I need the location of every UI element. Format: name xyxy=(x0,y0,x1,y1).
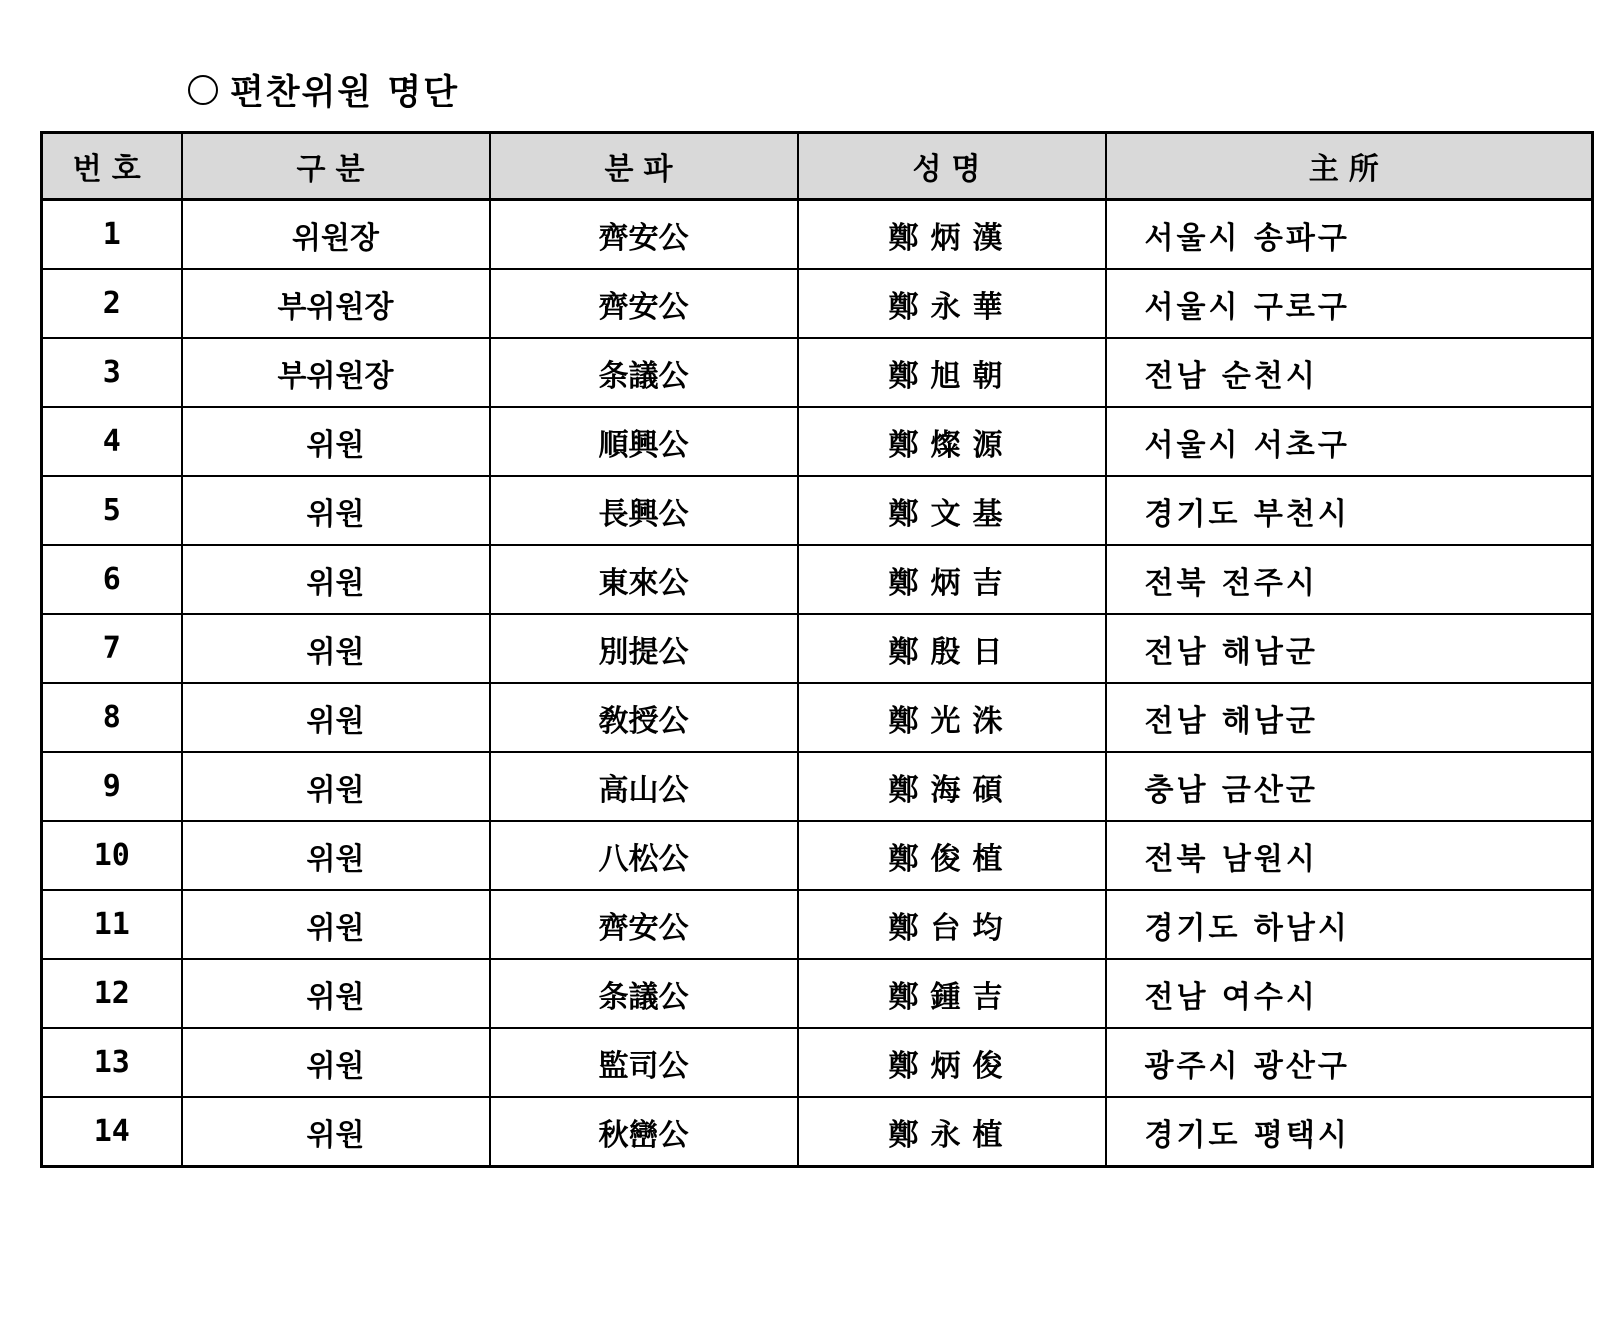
cell-branch: 高山公 xyxy=(490,752,798,821)
cell-address: 전북 전주시 xyxy=(1106,545,1593,614)
cell-name: 鄭台均 xyxy=(798,890,1106,959)
cell-category: 위원 xyxy=(182,1028,490,1097)
cell-number: 10 xyxy=(42,821,182,890)
committee-roster-table xyxy=(40,131,1594,1168)
cell-branch: 条議公 xyxy=(490,959,798,1028)
header-category: 구분 xyxy=(182,133,490,200)
cell-category: 위원 xyxy=(182,890,490,959)
cell-number: 5 xyxy=(42,476,182,545)
cell-category: 위원 xyxy=(182,476,490,545)
page-title: 편찬위원 명단 xyxy=(230,72,460,113)
cell-category: 위원 xyxy=(182,683,490,752)
cell-category: 부위원장 xyxy=(182,338,490,407)
cell-number: 2 xyxy=(42,269,182,338)
cell-name: 鄭炳漢 xyxy=(798,200,1106,270)
cell-category: 위원 xyxy=(182,1097,490,1167)
cell-branch: 条議公 xyxy=(490,338,798,407)
cell-address: 서울시 서초구 xyxy=(1106,407,1593,476)
cell-address: 전남 해남군 xyxy=(1106,683,1593,752)
cell-name: 鄭文基 xyxy=(798,476,1106,545)
cell-address: 전남 순천시 xyxy=(1106,338,1593,407)
cell-address: 광주시 광산구 xyxy=(1106,1028,1593,1097)
table-row xyxy=(42,890,1593,959)
cell-category: 위원 xyxy=(182,752,490,821)
page-heading xyxy=(188,66,459,114)
cell-number: 9 xyxy=(42,752,182,821)
cell-category: 위원 xyxy=(182,821,490,890)
cell-address: 전남 해남군 xyxy=(1106,614,1593,683)
cell-name: 鄭永植 xyxy=(798,1097,1106,1167)
cell-branch: 秋巒公 xyxy=(490,1097,798,1167)
cell-number: 6 xyxy=(42,545,182,614)
header-branch: 분파 xyxy=(490,133,798,200)
table-row xyxy=(42,200,1593,270)
cell-address: 경기도 평택시 xyxy=(1106,1097,1593,1167)
table-row xyxy=(42,1097,1593,1167)
table-row xyxy=(42,959,1593,1028)
cell-name: 鄭俊植 xyxy=(798,821,1106,890)
cell-branch: 順興公 xyxy=(490,407,798,476)
cell-branch: 齊安公 xyxy=(490,890,798,959)
table-row xyxy=(42,476,1593,545)
table-row xyxy=(42,338,1593,407)
cell-address: 서울시 송파구 xyxy=(1106,200,1593,270)
cell-name: 鄭殷日 xyxy=(798,614,1106,683)
cell-name: 鄭炳吉 xyxy=(798,545,1106,614)
cell-name: 鄭炳俊 xyxy=(798,1028,1106,1097)
cell-branch: 八松公 xyxy=(490,821,798,890)
cell-branch: 東來公 xyxy=(490,545,798,614)
cell-number: 8 xyxy=(42,683,182,752)
cell-number: 3 xyxy=(42,338,182,407)
cell-number: 4 xyxy=(42,407,182,476)
cell-branch: 別提公 xyxy=(490,614,798,683)
table-row xyxy=(42,1028,1593,1097)
table-row xyxy=(42,407,1593,476)
cell-category: 위원 xyxy=(182,614,490,683)
header-row xyxy=(42,133,1593,200)
table-row xyxy=(42,821,1593,890)
cell-number: 14 xyxy=(42,1097,182,1167)
cell-address: 전북 남원시 xyxy=(1106,821,1593,890)
cell-address: 경기도 부천시 xyxy=(1106,476,1593,545)
cell-number: 13 xyxy=(42,1028,182,1097)
cell-branch: 齊安公 xyxy=(490,269,798,338)
cell-branch: 齊安公 xyxy=(490,200,798,270)
cell-number: 12 xyxy=(42,959,182,1028)
cell-name: 鄭海碩 xyxy=(798,752,1106,821)
cell-branch: 監司公 xyxy=(490,1028,798,1097)
table-row xyxy=(42,683,1593,752)
table-row xyxy=(42,269,1593,338)
table-row xyxy=(42,614,1593,683)
cell-category: 위원 xyxy=(182,545,490,614)
cell-number: 11 xyxy=(42,890,182,959)
cell-number: 7 xyxy=(42,614,182,683)
cell-name: 鄭永華 xyxy=(798,269,1106,338)
cell-name: 鄭旭朝 xyxy=(798,338,1106,407)
cell-name: 鄭燦源 xyxy=(798,407,1106,476)
cell-name: 鄭鍾吉 xyxy=(798,959,1106,1028)
header-name: 성명 xyxy=(798,133,1106,200)
cell-number: 1 xyxy=(42,200,182,270)
table-row xyxy=(42,752,1593,821)
cell-category: 위원 xyxy=(182,407,490,476)
header-number: 번호 xyxy=(42,133,182,200)
cell-name: 鄭光洙 xyxy=(798,683,1106,752)
header-address: 主所 xyxy=(1106,133,1593,200)
cell-address: 충남 금산군 xyxy=(1106,752,1593,821)
cell-address: 전남 여수시 xyxy=(1106,959,1593,1028)
cell-branch: 長興公 xyxy=(490,476,798,545)
cell-category: 위원 xyxy=(182,959,490,1028)
circle-bullet-icon xyxy=(188,75,218,105)
cell-address: 경기도 하남시 xyxy=(1106,890,1593,959)
cell-category: 부위원장 xyxy=(182,269,490,338)
roster-body xyxy=(42,200,1593,1167)
table-row xyxy=(42,545,1593,614)
cell-category: 위원장 xyxy=(182,200,490,270)
cell-address: 서울시 구로구 xyxy=(1106,269,1593,338)
cell-branch: 敎授公 xyxy=(490,683,798,752)
